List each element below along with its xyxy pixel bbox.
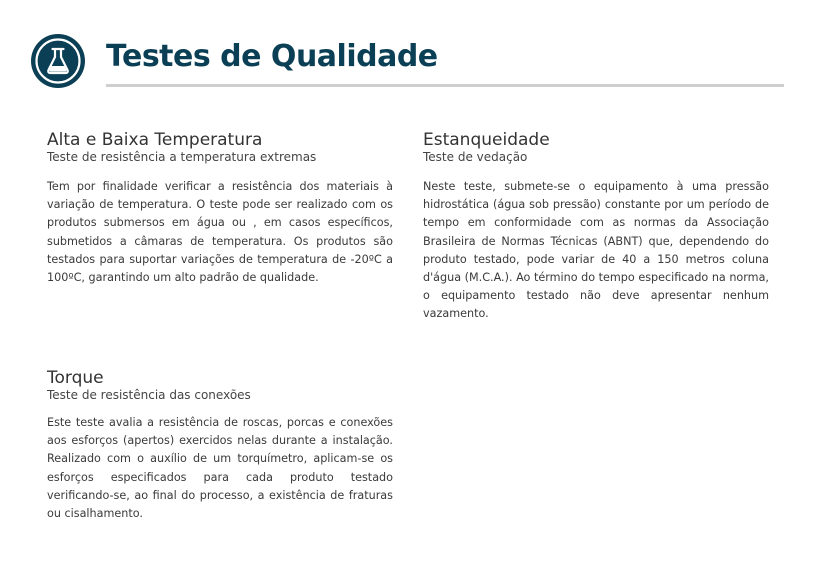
section-title: Torque [47,368,104,388]
section-body: Este teste avalia a resistência de roscas, porcas e conexões aos esforços (apertos) exercidos nelas durante a instalação. Realizado com o auxílio de um torquímetro, aplicam-se os esforços especificados para cada produto testado verificando-se, ao final do processo, a existência de fraturas ou cisalhamento. [47,416,393,521]
flask-icon [30,33,86,89]
section-subtitle: Teste de resistência das conexões [47,388,251,402]
section-subtitle: Teste de vedação [423,150,528,164]
section-title: Estanqueidade [423,130,550,150]
section-watertightness [423,131,769,324]
section-body: Neste teste, submete-se o equipamento à uma pressão hidrostática (água sob pressão) constante por um período de tempo em conformidade com as normas da Associação Brasileira de Normas Técnicas (ABNT) que, dependendo do produto testado, pode variar de 40 a 150 metros coluna d'água (M.C.A.). Ao término do tempo especificado na norma, o equipamento testado não deve apresentar nenhum vazamento. [423,180,769,321]
section-title: Alta e Baixa Temperatura [47,130,263,150]
page-title: Testes de Qualidade [106,39,438,74]
section-temperature [47,131,393,287]
section-subtitle: Teste de resistência a temperatura extremas [47,150,317,164]
title-divider [106,84,784,87]
section-torque [47,369,393,523]
section-body: Tem por finalidade verificar a resistência dos materiais à variação de temperatura. O teste pode ser realizado com os produtos submersos em água ou , em casos específicos, submetidos a câmaras de temperatura. Os produtos são testados para suportar variações de temperatura de -20ºC a 100ºC, garantindo um alto padrão de qualidade. [47,180,393,285]
